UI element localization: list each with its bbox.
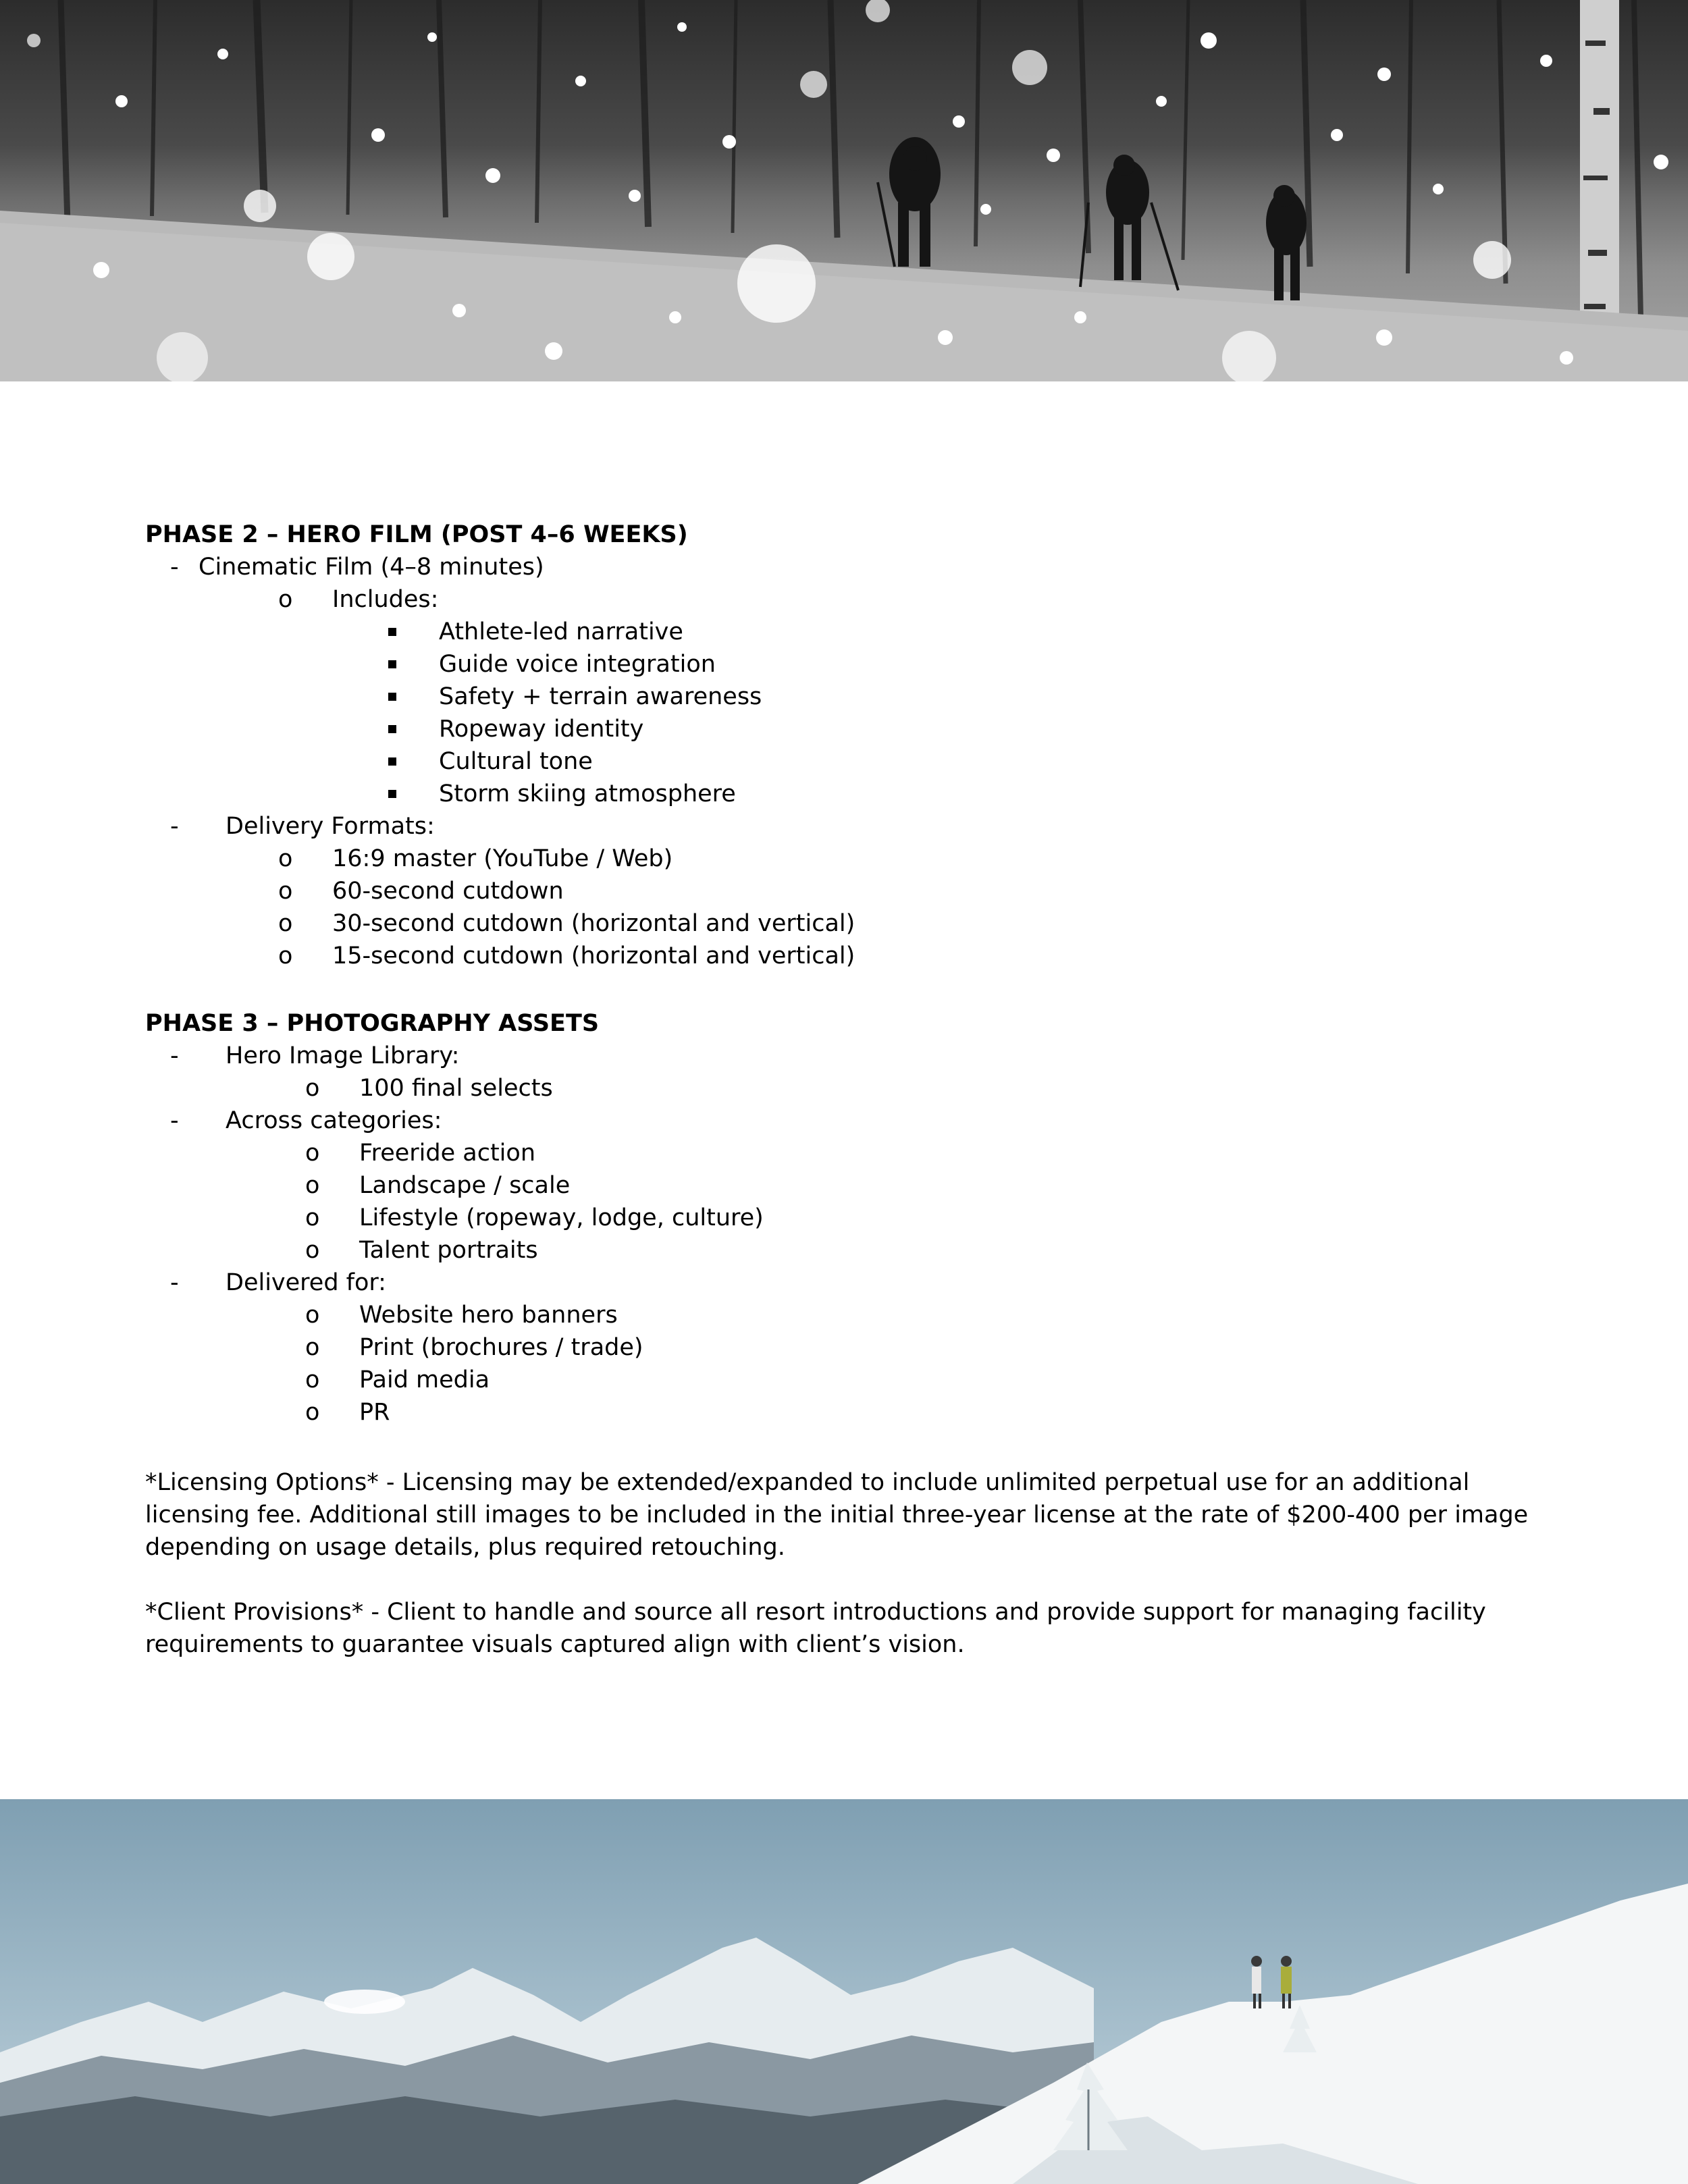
delivery-formats-item: Delivery Formats:	[226, 813, 435, 840]
circle-bullet: o	[305, 1366, 320, 1393]
delivery-item: 30-second cutdown (horizontal and vertical)	[332, 910, 855, 937]
hero-library-item: Hero Image Library:	[226, 1042, 460, 1069]
delivered-item: Paid media	[359, 1366, 490, 1393]
delivered-item: PR	[359, 1399, 390, 1426]
circle-bullet: o	[305, 1237, 320, 1264]
categories-item: Across categories:	[226, 1107, 442, 1134]
square-bullet	[388, 660, 396, 668]
square-bullet	[388, 693, 396, 701]
includes-item: Guide voice integration	[439, 651, 716, 678]
footer-photo-mountain-ridge	[0, 1799, 1688, 2184]
delivered-item: Website hero banners	[359, 1302, 618, 1329]
category-item: Freeride action	[359, 1140, 535, 1167]
includes-label: Includes:	[332, 586, 439, 613]
circle-bullet: o	[278, 910, 293, 937]
includes-item: Cultural tone	[439, 748, 593, 775]
delivered-for-item: Delivered for:	[226, 1269, 386, 1296]
category-item: Talent portraits	[359, 1237, 538, 1264]
square-bullet	[388, 790, 396, 798]
category-item: Lifestyle (ropeway, lodge, culture)	[359, 1204, 764, 1231]
cinematic-film-item: Cinematic Film (4–8 minutes)	[199, 554, 544, 581]
library-item: 100 final selects	[359, 1075, 553, 1102]
square-bullet	[388, 628, 396, 636]
delivered-item: Print (brochures / trade)	[359, 1334, 643, 1361]
licensing-options-paragraph: *Licensing Options* - Licensing may be extended/expanded to include unlimited perpetual use for an additional licensing fee. Additional still images to be included in the initial three-year license at the rate of $200-400 per image depending on usage details, plus required retouching.	[145, 1469, 1529, 1561]
circle-bullet: o	[278, 942, 293, 969]
client-provisions-paragraph: *Client Provisions* - Client to handle and source all resort introductions and provide support for managing facility requirements to guarantee visuals captured align with client’s vision.	[145, 1599, 1486, 1658]
circle-bullet: o	[305, 1204, 320, 1231]
dash-bullet: -	[170, 1269, 179, 1296]
square-bullet	[388, 757, 396, 766]
square-bullet	[388, 725, 396, 733]
dash-bullet: -	[170, 1042, 179, 1069]
includes-item: Athlete-led narrative	[439, 618, 683, 645]
includes-item: Storm skiing atmosphere	[439, 780, 736, 807]
circle-bullet: o	[305, 1334, 320, 1361]
dash-bullet: -	[170, 813, 179, 840]
category-item: Landscape / scale	[359, 1172, 571, 1199]
delivery-item: 16:9 master (YouTube / Web)	[332, 845, 673, 872]
circle-bullet: o	[305, 1302, 320, 1329]
circle-bullet: o	[305, 1140, 320, 1167]
dash-bullet: -	[170, 554, 179, 581]
circle-bullet: o	[278, 586, 293, 613]
phase2-heading: PHASE 2 – HERO FILM (POST 4–6 WEEKS)	[145, 521, 688, 548]
circle-bullet: o	[278, 845, 293, 872]
phase3-heading: PHASE 3 – PHOTOGRAPHY ASSETS	[145, 1010, 600, 1037]
dash-bullet: -	[170, 1107, 179, 1134]
includes-item: Safety + terrain awareness	[439, 683, 762, 710]
delivery-item: 15-second cutdown (horizontal and vertical)	[332, 942, 855, 969]
circle-bullet: o	[305, 1075, 320, 1102]
circle-bullet: o	[278, 878, 293, 905]
includes-item: Ropeway identity	[439, 716, 644, 743]
delivery-item: 60-second cutdown	[332, 878, 564, 905]
circle-bullet: o	[305, 1399, 320, 1426]
circle-bullet: o	[305, 1172, 320, 1199]
